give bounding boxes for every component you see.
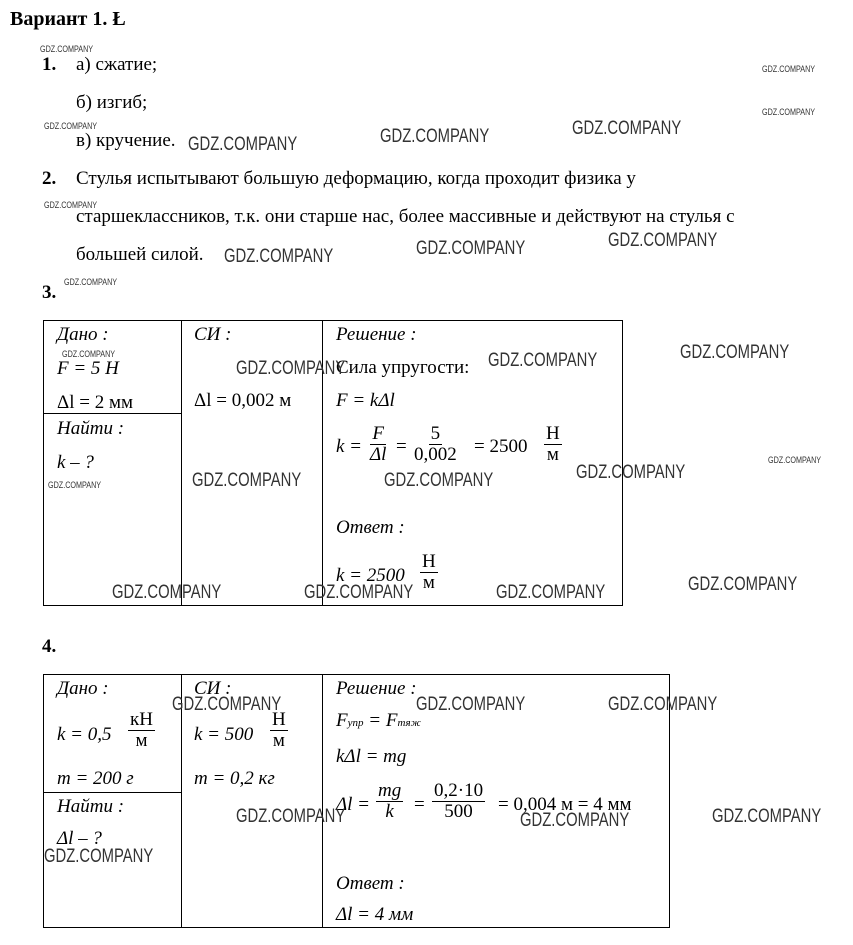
q3-fraction-numbers-denominator: 0,002 xyxy=(414,443,457,465)
q3-unit-denominator: м xyxy=(546,443,559,465)
watermark: GDZ.COMPANY xyxy=(384,470,494,491)
watermark: GDZ.COMPANY xyxy=(48,480,102,490)
q3-fraction-f-over-dl xyxy=(368,424,388,465)
q4-si-k-unit-denominator: м xyxy=(272,729,285,751)
watermark: GDZ.COMPANY xyxy=(224,246,334,267)
q4-equals: = xyxy=(414,794,425,815)
q2-line-2: старшеклассников, т.к. они старше нас, более массивные и действуют на стулья с xyxy=(76,206,735,227)
q4-si-k-unit-numerator: Н xyxy=(272,709,286,730)
watermark: GDZ.COMPANY xyxy=(520,810,630,831)
q3-find-k: k – ? xyxy=(57,452,94,473)
q3-equals: = xyxy=(396,436,407,457)
watermark: GDZ.COMPANY xyxy=(44,121,98,131)
q3-fraction-numbers-numerator: 5 xyxy=(430,423,441,444)
q3-find-label: Найти : xyxy=(57,418,125,439)
q3-given-label: Дано : xyxy=(57,324,109,345)
watermark: GDZ.COMPANY xyxy=(762,107,816,117)
watermark: GDZ.COMPANY xyxy=(488,350,598,371)
q4-solution-force-balance xyxy=(336,710,421,732)
watermark: GDZ.COMPANY xyxy=(712,806,822,827)
q4-given-k-unit-numerator: кН xyxy=(130,709,153,730)
q4-subscript-upr: упр xyxy=(347,717,364,729)
q4-answer-value: Δl = 4 мм xyxy=(336,904,414,925)
q4-fraction-k-denominator: k xyxy=(385,800,394,822)
q4-solution-label: Решение : xyxy=(336,678,417,699)
watermark: GDZ.COMPANY xyxy=(304,582,414,603)
q4-f-symbol: F xyxy=(336,710,348,731)
q1-answer-a: а) сжатие; xyxy=(76,54,158,75)
q3-si-elongation: Δl = 0,002 м xyxy=(194,390,292,411)
watermark: GDZ.COMPANY xyxy=(572,118,682,139)
q4-fraction-numbers xyxy=(432,781,485,822)
q4-subscript-tyazh: тяж xyxy=(397,717,421,729)
q3-solution-hooke-law: F = kΔl xyxy=(336,390,395,411)
q3-solution-label: Решение : xyxy=(336,324,417,345)
q4-solution-dl-lhs: Δl = xyxy=(336,794,371,815)
watermark: GDZ.COMPANY xyxy=(608,230,718,251)
q3-solution-k-lhs: k = xyxy=(336,436,363,457)
q4-find-elongation: Δl – ? xyxy=(57,828,102,849)
q4-solution-equation: kΔl = mg xyxy=(336,746,407,767)
watermark: GDZ.COMPANY xyxy=(680,342,790,363)
q4-si-label: СИ : xyxy=(194,678,232,699)
watermark: GDZ.COMPANY xyxy=(416,238,526,259)
q1-answer-b: б) изгиб; xyxy=(76,92,148,113)
q4-given-k: k = 0,5 xyxy=(57,724,112,745)
q4-given-label: Дано : xyxy=(57,678,109,699)
watermark: GDZ.COMPANY xyxy=(236,358,346,379)
page-title: Вариант 1. Ł xyxy=(10,8,126,30)
q4-si-k-unit xyxy=(270,710,288,751)
q3-given-force: F = 5 Н xyxy=(57,358,119,379)
q4-fraction-numbers-numerator: 0,2·10 xyxy=(434,780,484,801)
watermark: GDZ.COMPANY xyxy=(112,582,222,603)
q4-result: = 0,004 м = 4 мм xyxy=(498,794,632,815)
q4-given-find-divider xyxy=(43,792,181,793)
q4-answer-label: Ответ : xyxy=(336,873,405,894)
q3-divider-1 xyxy=(181,320,182,605)
q3-answer-unit xyxy=(420,552,438,593)
q3-answer-value: k = 2500 xyxy=(336,565,405,586)
watermark: GDZ.COMPANY xyxy=(188,134,298,155)
q2-line-3: большей силой. xyxy=(76,244,204,265)
q3-answer-unit-numerator: Н xyxy=(422,551,436,572)
question-1-number: 1. xyxy=(42,54,57,75)
q4-find-label: Найти : xyxy=(57,796,125,817)
q3-answer-label: Ответ : xyxy=(336,517,405,538)
q3-unit-numerator: Н xyxy=(546,423,560,444)
watermark: GDZ.COMPANY xyxy=(62,349,116,359)
q4-fraction-numbers-denominator: 500 xyxy=(444,800,473,822)
q4-divider-2 xyxy=(322,674,323,927)
q4-fraction-mg-numerator: mg xyxy=(378,780,402,801)
watermark: GDZ.COMPANY xyxy=(380,126,490,147)
watermark: GDZ.COMPANY xyxy=(44,200,98,210)
q3-si-label: СИ : xyxy=(194,324,232,345)
watermark: GDZ.COMPANY xyxy=(608,694,718,715)
q4-si-k: k = 500 xyxy=(194,724,254,745)
q1-answer-c: в) кручение. xyxy=(76,130,176,151)
watermark: GDZ.COMPANY xyxy=(762,64,816,74)
q4-given-k-unit xyxy=(128,710,155,751)
watermark: GDZ.COMPANY xyxy=(576,462,686,483)
watermark: GDZ.COMPANY xyxy=(768,455,822,465)
q3-fraction-numbers xyxy=(412,424,459,465)
question-2-number: 2. xyxy=(42,168,57,189)
q3-unit-n-per-m xyxy=(544,424,562,465)
q4-si-mass: m = 0,2 кг xyxy=(194,768,275,789)
q3-result: = 2500 xyxy=(474,436,528,457)
watermark: GDZ.COMPANY xyxy=(236,806,346,827)
question-3-number: 3. xyxy=(42,282,57,303)
q4-fraction-mg-over-k xyxy=(376,781,403,822)
question-4-number: 4. xyxy=(42,636,57,657)
q4-equals-f: = F xyxy=(363,710,398,731)
watermark: GDZ.COMPANY xyxy=(416,694,526,715)
q4-given-mass: m = 200 г xyxy=(57,768,134,789)
q4-given-k-unit-denominator: м xyxy=(135,729,148,751)
q3-given-elongation: Δl = 2 мм xyxy=(57,392,134,413)
watermark: GDZ.COMPANY xyxy=(496,582,606,603)
watermark: GDZ.COMPANY xyxy=(688,574,798,595)
q3-answer-unit-denominator: м xyxy=(422,571,435,593)
watermark: GDZ.COMPANY xyxy=(40,44,94,54)
watermark: GDZ.COMPANY xyxy=(64,277,118,287)
q3-solution-line-1: Сила упругости: xyxy=(336,357,470,378)
q3-fraction-f-denominator: Δl xyxy=(370,443,387,465)
watermark: GDZ.COMPANY xyxy=(44,846,154,867)
watermark: GDZ.COMPANY xyxy=(172,694,282,715)
watermark: GDZ.COMPANY xyxy=(192,470,302,491)
q3-fraction-f-numerator: F xyxy=(372,423,385,444)
q2-line-1: Стулья испытывают большую деформацию, когда проходит физика у xyxy=(76,168,636,189)
